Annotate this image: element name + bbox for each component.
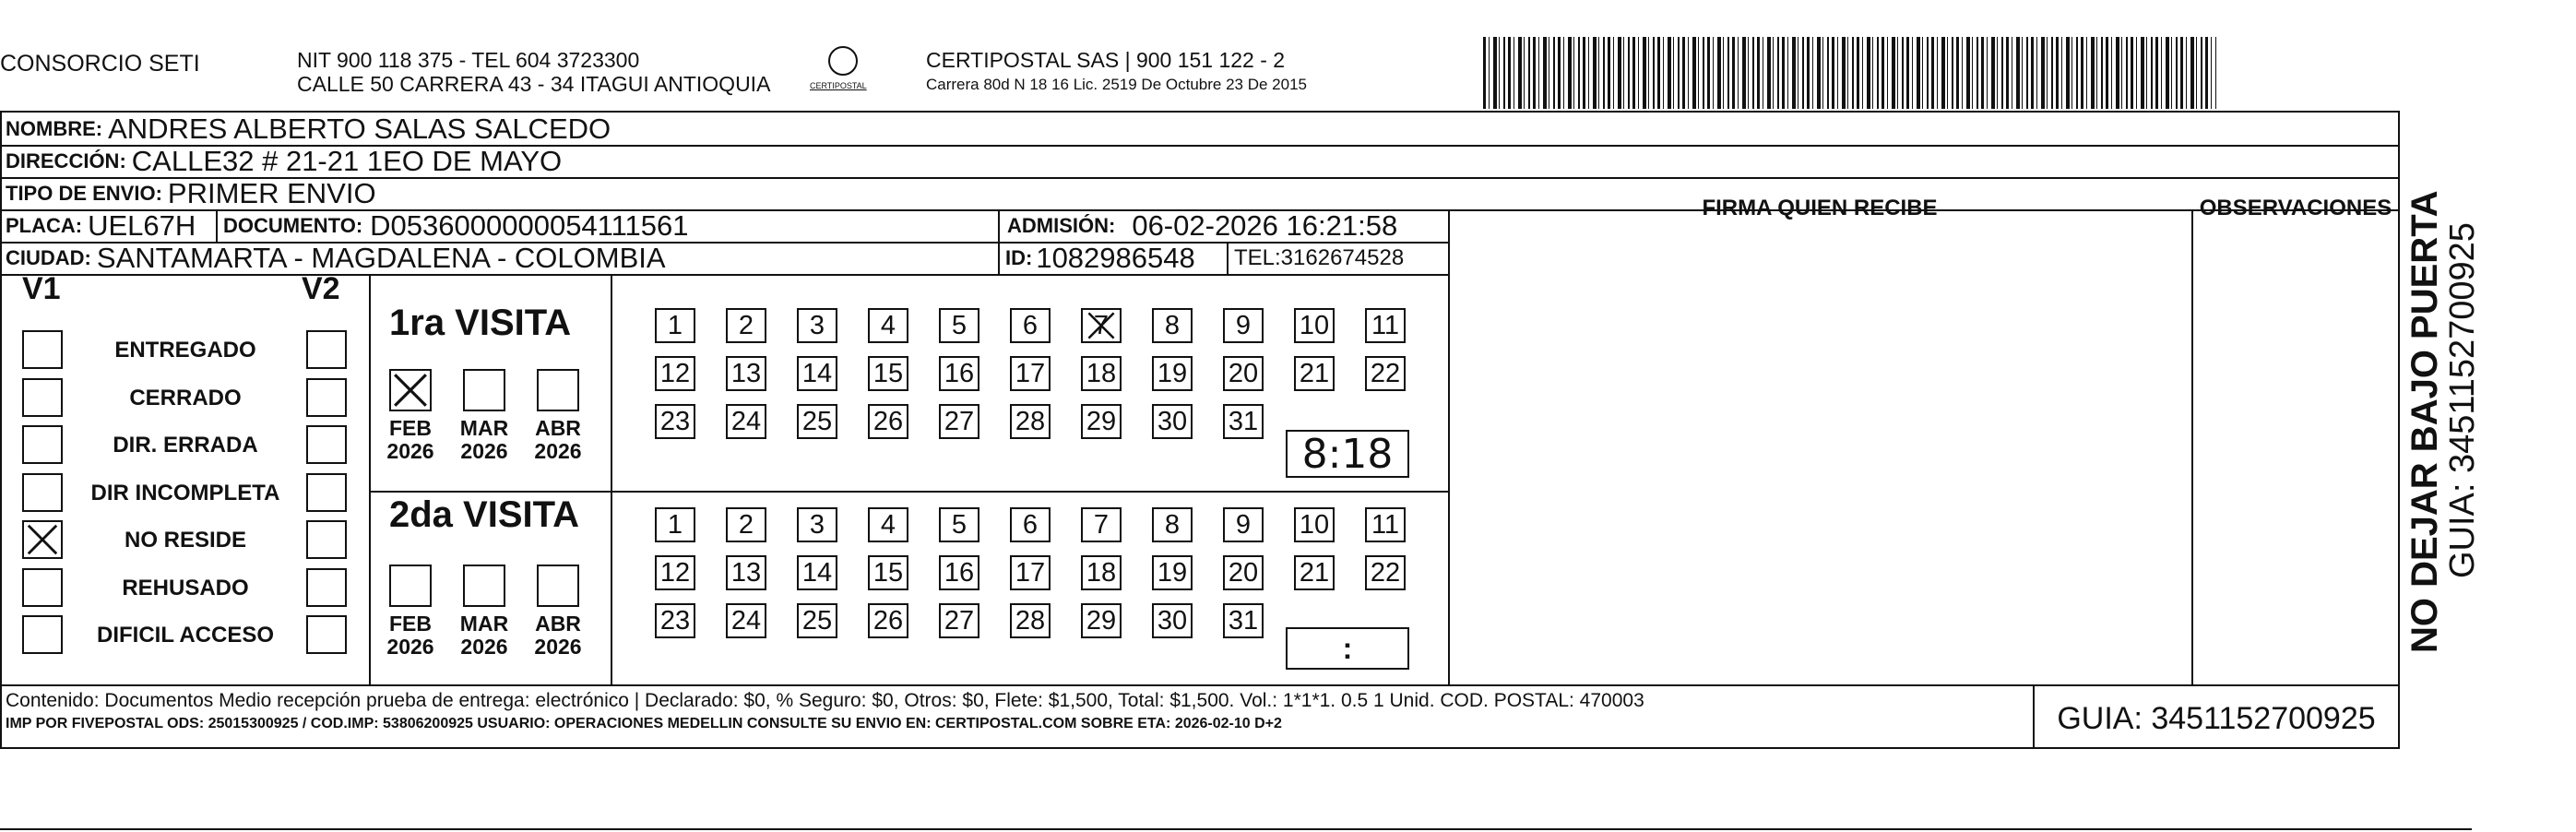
month-checkbox[interactable] — [537, 565, 579, 607]
footer-guia: GUIA: 3451152700925 — [2057, 701, 2376, 736]
month-year: 2026 — [534, 635, 582, 659]
observaciones-header: OBSERVACIONES — [2199, 196, 2392, 220]
admision-value: 06-02-2026 16:21:58 — [1132, 208, 1398, 242]
month-label — [521, 417, 595, 463]
day-checkbox[interactable]: 30 — [1152, 603, 1193, 638]
certipostal-logo-icon — [828, 46, 858, 76]
footer-line2: IMP POR FIVEPOSTAL ODS: 25015300925 / COD.IMP: 53806200925 USUARIO: OPERACIONES MEDELLIN CONSULTE SU ENVIO EN: CERTIPOSTAL.COM SOBRE ETA: 2026-02-10 D+2 — [6, 716, 1282, 731]
placa-cell — [2, 209, 223, 242]
ciudad-value: SANTAMARTA - MAGDALENA - COLOMBIA — [96, 241, 666, 274]
v1-checkbox[interactable] — [22, 615, 63, 654]
day-checkbox[interactable]: 23 — [655, 603, 695, 638]
day-checkbox[interactable]: 31 — [1223, 603, 1264, 638]
month-checkbox[interactable] — [389, 565, 432, 607]
v2-checkbox[interactable] — [306, 473, 347, 512]
day-checkbox[interactable]: 30 — [1152, 404, 1193, 439]
footer-line1: Contenido: Documentos Medio recepción prueba de entrega: electrónico | Declarado: $0, % Seguro: $0, Otros: $0, Flete: $1,500, Total: $1,500. Vol.: 1*1*1. 0.5 1 Unid. COD. POSTAL: 470003 — [6, 690, 1644, 711]
month-label — [447, 417, 521, 463]
day-checkbox[interactable]: 16 — [939, 555, 979, 590]
day-checkbox[interactable]: 24 — [726, 404, 766, 439]
day-checkbox[interactable]: 12 — [655, 555, 695, 590]
direccion-row — [2, 145, 1385, 177]
nombre-row — [2, 113, 1385, 145]
day-checkbox[interactable]: 17 — [1010, 555, 1051, 590]
admision-label: ADMISIÓN: — [1007, 213, 1116, 237]
day-checkbox[interactable]: 9 — [1223, 308, 1264, 343]
documento-cell — [220, 209, 1003, 242]
firma-header: FIRMA QUIEN RECIBE — [1702, 196, 1938, 220]
day-checkbox[interactable]: 10 — [1294, 308, 1335, 343]
day-checkbox[interactable]: 7 — [1081, 507, 1122, 542]
day-checkbox[interactable]: 27 — [939, 603, 979, 638]
cut-line — [0, 828, 2472, 830]
day-checkbox[interactable]: 12 — [655, 356, 695, 391]
day-checkbox[interactable]: 20 — [1223, 356, 1264, 391]
day-checkbox[interactable]: 22 — [1365, 356, 1406, 391]
form-frame — [0, 111, 2400, 749]
month-name: FEB — [389, 612, 432, 636]
month-name: ABR — [535, 612, 581, 636]
certipostal-line: CERTIPOSTAL SAS | 900 151 122 - 2 — [926, 48, 1286, 72]
v1-checkbox[interactable] — [22, 473, 63, 512]
month-year: 2026 — [386, 439, 434, 463]
month-checkbox[interactable] — [537, 369, 579, 411]
day-checkbox[interactable]: 18 — [1081, 555, 1122, 590]
day-checkbox[interactable]: 20 — [1223, 555, 1264, 590]
v2-checkbox[interactable] — [306, 568, 347, 607]
v1-checkbox[interactable] — [22, 520, 63, 559]
day-checkbox[interactable]: 4 — [868, 507, 908, 542]
day-checkbox[interactable]: 26 — [868, 603, 908, 638]
day-checkbox[interactable]: 11 — [1365, 308, 1406, 343]
status-option-label: DIR INCOMPLETA — [90, 480, 280, 505]
v2-checkbox[interactable] — [306, 520, 347, 559]
day-checkbox[interactable]: 29 — [1081, 603, 1122, 638]
company-name: CONSORCIO SETI — [0, 51, 200, 77]
day-checkbox[interactable]: 2 — [726, 308, 766, 343]
day-checkbox[interactable]: 24 — [726, 603, 766, 638]
day-checkbox[interactable]: 3 — [797, 308, 837, 343]
day-checkbox[interactable]: 19 — [1152, 555, 1193, 590]
id-value: 1082986548 — [1036, 241, 1195, 274]
day-checkbox[interactable]: 2 — [726, 507, 766, 542]
ciudad-cell — [2, 242, 998, 274]
day-checkbox[interactable]: 28 — [1010, 603, 1051, 638]
day-checkbox[interactable]: 7 — [1081, 308, 1122, 343]
tipo-value: PRIMER ENVIO — [167, 176, 376, 209]
nit-line: NIT 900 118 375 - TEL 604 3723300 — [297, 48, 640, 72]
day-checkbox[interactable]: 13 — [726, 356, 766, 391]
nombre-value: ANDRES ALBERTO SALAS SALCEDO — [108, 112, 611, 145]
day-checkbox[interactable]: 11 — [1365, 507, 1406, 542]
day-checkbox[interactable]: 14 — [797, 555, 837, 590]
documento-value: D0536000000054111561 — [370, 208, 689, 242]
month-year: 2026 — [386, 635, 434, 659]
v2-checkbox[interactable] — [306, 425, 347, 464]
day-checkbox[interactable]: 22 — [1365, 555, 1406, 590]
month-checkbox[interactable] — [463, 369, 505, 411]
month-label — [521, 612, 595, 659]
admision-cell — [1003, 209, 1446, 242]
v1-checkbox[interactable] — [22, 330, 63, 369]
tel-cell — [1230, 242, 1448, 274]
address-line: CALLE 50 CARRERA 43 - 34 ITAGUI ANTIOQUIA — [297, 72, 771, 96]
day-checkbox[interactable]: 27 — [939, 404, 979, 439]
v2-checkbox[interactable] — [306, 378, 347, 417]
first-visit-title: 1ra VISITA — [389, 303, 572, 343]
v2-checkbox[interactable] — [306, 615, 347, 654]
month-label — [374, 612, 447, 659]
day-checkbox[interactable]: 6 — [1010, 507, 1051, 542]
status-option-label: DIR. ERRADA — [113, 433, 258, 458]
status-option-label: DIFICIL ACCESO — [96, 623, 274, 648]
day-checkbox[interactable]: 28 — [1010, 404, 1051, 439]
v2-label: V2 — [302, 271, 340, 306]
day-checkbox[interactable]: 19 — [1152, 356, 1193, 391]
id-cell — [1002, 242, 1223, 274]
direccion-value: CALLE32 # 21-21 1EO DE MAYO — [131, 144, 563, 177]
barcode — [1483, 37, 2216, 109]
v1-checkbox[interactable] — [22, 425, 63, 464]
side-guia: GUIA: 3451152700925 — [2443, 222, 2482, 578]
nombre-label: NOMBRE: — [6, 116, 103, 140]
second-visit-time[interactable]: : — [1286, 627, 1409, 670]
day-checkbox[interactable]: 23 — [655, 404, 695, 439]
day-checkbox[interactable]: 1 — [655, 507, 695, 542]
day-checkbox[interactable]: 21 — [1294, 555, 1335, 590]
month-name: MAR — [459, 612, 509, 636]
month-year: 2026 — [460, 439, 508, 463]
v1-checkbox[interactable] — [22, 568, 63, 607]
ciudad-label: CIUDAD: — [6, 245, 91, 269]
day-checkbox[interactable]: 15 — [868, 356, 908, 391]
day-checkbox[interactable]: 29 — [1081, 404, 1122, 439]
placa-value: UEL67H — [88, 208, 196, 242]
day-checkbox[interactable]: 1 — [655, 308, 695, 343]
tipo-row — [2, 177, 1441, 209]
month-checkbox[interactable] — [389, 369, 432, 411]
license-line: Carrera 80d N 18 16 Lic. 2519 De Octubre 23 De 2015 — [926, 76, 1307, 93]
day-checkbox[interactable]: 25 — [797, 404, 837, 439]
side-title: NO DEJAR BAJO PUERTA — [2404, 190, 2445, 653]
status-option-label: REHUSADO — [122, 575, 249, 600]
day-checkbox[interactable]: 5 — [939, 308, 979, 343]
month-checkbox[interactable] — [463, 565, 505, 607]
day-checkbox[interactable]: 13 — [726, 555, 766, 590]
day-checkbox[interactable]: 8 — [1152, 308, 1193, 343]
day-checkbox[interactable]: 26 — [868, 404, 908, 439]
tipo-label: TIPO DE ENVIO: — [6, 181, 162, 205]
documento-label: DOCUMENTO: — [223, 213, 363, 237]
month-name: MAR — [459, 416, 509, 440]
month-year: 2026 — [534, 439, 582, 463]
id-label: ID: — [1005, 245, 1033, 269]
day-checkbox[interactable]: 17 — [1010, 356, 1051, 391]
day-checkbox[interactable]: 15 — [868, 555, 908, 590]
logo-text: CERTIPOSTAL — [810, 81, 867, 90]
tel-value: TEL:3162674528 — [1234, 244, 1405, 270]
day-checkbox[interactable]: 9 — [1223, 507, 1264, 542]
first-visit-time[interactable]: 8:18 — [1286, 430, 1409, 478]
day-checkbox[interactable]: 31 — [1223, 404, 1264, 439]
month-label — [374, 417, 447, 463]
month-label — [447, 612, 521, 659]
status-option-label: CERRADO — [129, 385, 242, 410]
second-visit-title: 2da VISITA — [389, 494, 579, 535]
v2-checkbox[interactable] — [306, 330, 347, 369]
placa-label: PLACA: — [6, 213, 83, 237]
day-checkbox[interactable]: 5 — [939, 507, 979, 542]
v1-checkbox[interactable] — [22, 378, 63, 417]
month-name: FEB — [389, 416, 432, 440]
day-checkbox[interactable]: 25 — [797, 603, 837, 638]
day-checkbox[interactable]: 21 — [1294, 356, 1335, 391]
v1-label: V1 — [22, 271, 61, 306]
day-checkbox[interactable]: 4 — [868, 308, 908, 343]
direccion-label: DIRECCIÓN: — [6, 149, 126, 172]
day-checkbox[interactable]: 18 — [1081, 356, 1122, 391]
day-checkbox[interactable]: 14 — [797, 356, 837, 391]
day-checkbox[interactable]: 16 — [939, 356, 979, 391]
status-option-label: ENTREGADO — [114, 338, 256, 363]
month-year: 2026 — [460, 635, 508, 659]
day-checkbox[interactable]: 6 — [1010, 308, 1051, 343]
day-checkbox[interactable]: 3 — [797, 507, 837, 542]
day-checkbox[interactable]: 10 — [1294, 507, 1335, 542]
status-option-label: NO RESIDE — [124, 528, 247, 553]
month-name: ABR — [535, 416, 581, 440]
day-checkbox[interactable]: 8 — [1152, 507, 1193, 542]
